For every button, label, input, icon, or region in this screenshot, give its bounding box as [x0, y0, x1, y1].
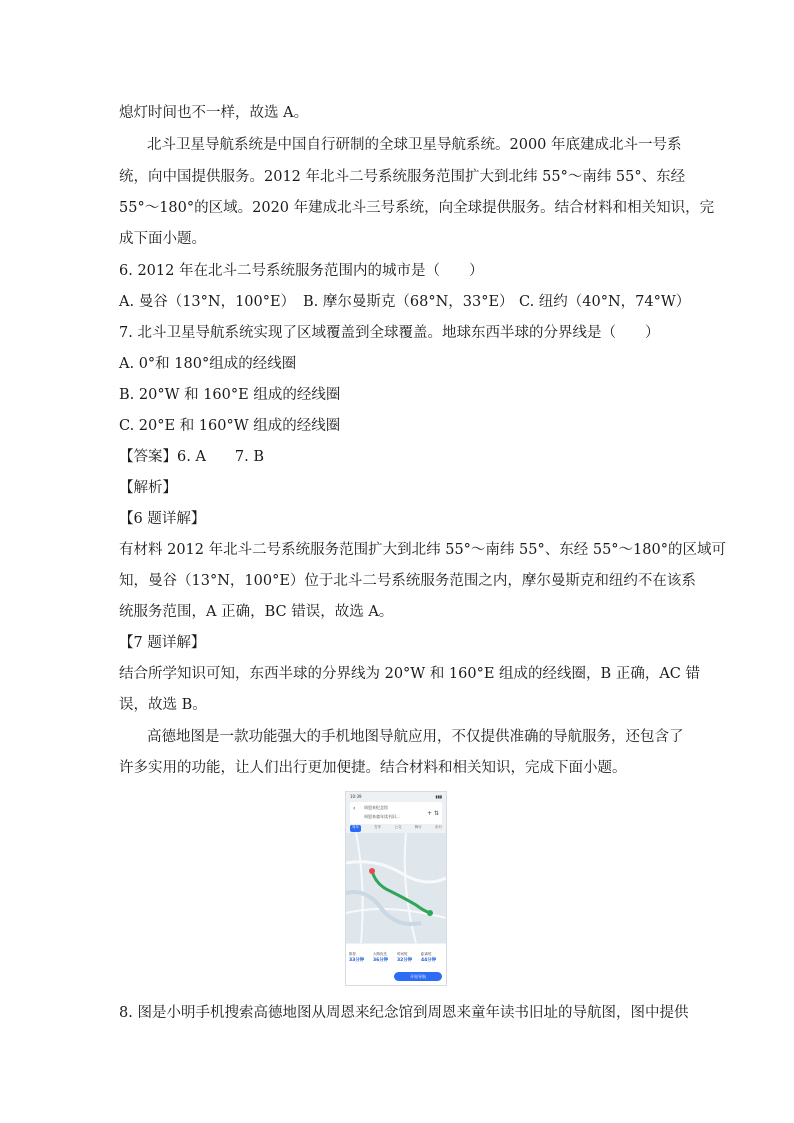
back-icon[interactable]: ‹ — [353, 805, 356, 812]
route-card[interactable] — [421, 952, 441, 963]
option-7c: C. 20°E 和 160°W 组成的经线圈 — [119, 418, 341, 434]
route-card[interactable] — [397, 952, 417, 963]
question-6: 6. 2012 年在北斗二号系统服务范围内的城市是（ ） — [119, 263, 484, 279]
option-7b: B. 20°W 和 160°E 组成的经线圈 — [119, 387, 341, 403]
tab-bike[interactable]: 骑行 — [414, 825, 422, 829]
add-stop-icon[interactable]: + ⇅ — [427, 810, 439, 817]
origin-marker — [369, 868, 375, 874]
origin-field[interactable]: 周恩来纪念馆 — [364, 805, 388, 810]
option-6a: A. 曼谷（13°N，100°E） — [119, 294, 296, 310]
destination-field[interactable]: 周恩来童年读书旧... — [364, 814, 400, 819]
question-8: 8. 图是小明手机搜索高德地图从周恩来纪念馆到周恩来童年读书旧址的导航图，图中提供 — [119, 1005, 689, 1021]
text-line: 知，曼谷（13°N，100°E）位于北斗二号系统服务范围之内，摩尔曼斯克和纽约不在该系 — [119, 573, 696, 589]
navigation-screenshot — [345, 791, 447, 986]
text-line: 北斗卫星导航系统是中国自行研制的全球卫星导航系统。2000 年底建成北斗一号系 — [147, 137, 682, 153]
map-view[interactable] — [346, 833, 446, 943]
route-label: 大路优先 — [373, 952, 387, 956]
route-search-box[interactable] — [350, 802, 442, 824]
route-card[interactable] — [373, 952, 393, 963]
tab-walk[interactable]: 步行 — [435, 825, 442, 829]
analysis-heading: 【解析】 — [119, 480, 177, 496]
battery-icon: ▮▮▮ — [435, 794, 442, 799]
option-7a: A. 0°和 180°组成的经线圈 — [119, 356, 297, 372]
route-time: 32分钟 — [397, 958, 413, 963]
text-line: 熄灯时间也不一样，故选 A。 — [119, 105, 309, 121]
text-line: 统，向中国提供服务。2012 年北斗二号系统服务范围扩大到北纬 55°～南纬 55°、东经 — [119, 169, 686, 185]
tab-drive[interactable]: 驾车 — [350, 825, 361, 832]
text-line: 统服务范围，A 正确，BC 错误，故选 A。 — [119, 604, 394, 620]
detail-6-heading: 【6 题详解】 — [119, 511, 206, 527]
text-line: 结合所学知识可知，东西半球的分界线为 20°W 和 160°E 组成的经线圈，B 正确，AC 错 — [119, 666, 700, 682]
route-label: 时间短 — [397, 952, 408, 956]
tab-taxi[interactable]: 打车 — [374, 825, 382, 829]
detail-7-heading: 【7 题详解】 — [119, 635, 206, 651]
text-line: 许多实用的功能，让人们出行更加便捷。结合材料和相关知识，完成下面小题。 — [119, 760, 627, 776]
option-6c: C. 纽约（40°N，74°W） — [519, 294, 691, 310]
text-line: 有材料 2012 年北斗二号系统服务范围扩大到北纬 55°～南纬 55°、东经 55°～180°的区域可 — [119, 542, 726, 558]
status-time: 10:39 — [350, 794, 362, 799]
route-options — [346, 944, 446, 985]
transport-tabs — [350, 825, 442, 832]
text-line: 高德地图是一款功能强大的手机地图导航应用，不仅提供准确的导航服务，还包含了 — [147, 729, 684, 745]
route-time: 33分钟 — [349, 958, 365, 963]
status-bar — [346, 792, 446, 801]
tab-bus[interactable]: 公交 — [394, 825, 402, 829]
route-card[interactable] — [349, 952, 369, 963]
route-label: 距离短 — [421, 952, 432, 956]
text-line: 成下面小题。 — [119, 231, 206, 247]
route-time: 36分钟 — [373, 958, 389, 963]
answer-line: 【答案】6. A 7. B — [119, 449, 265, 465]
destination-marker — [427, 910, 433, 916]
text-line: 55°～180°的区域。2020 年建成北斗三号系统，向全球提供服务。结合材料和相关知识，完 — [119, 200, 715, 216]
question-7: 7. 北斗卫星导航系统实现了区域覆盖到全球覆盖。地球东西半球的分界线是（ ） — [119, 325, 660, 341]
start-navigation-button[interactable]: 开始导航 — [394, 972, 442, 981]
text-line: 误，故选 B。 — [119, 697, 207, 713]
route-label: 推荐 — [349, 952, 356, 956]
option-6b: B. 摩尔曼斯克（68°N，33°E） — [303, 294, 514, 310]
map-graphic — [346, 833, 446, 943]
route-time: 44分钟 — [421, 958, 437, 963]
